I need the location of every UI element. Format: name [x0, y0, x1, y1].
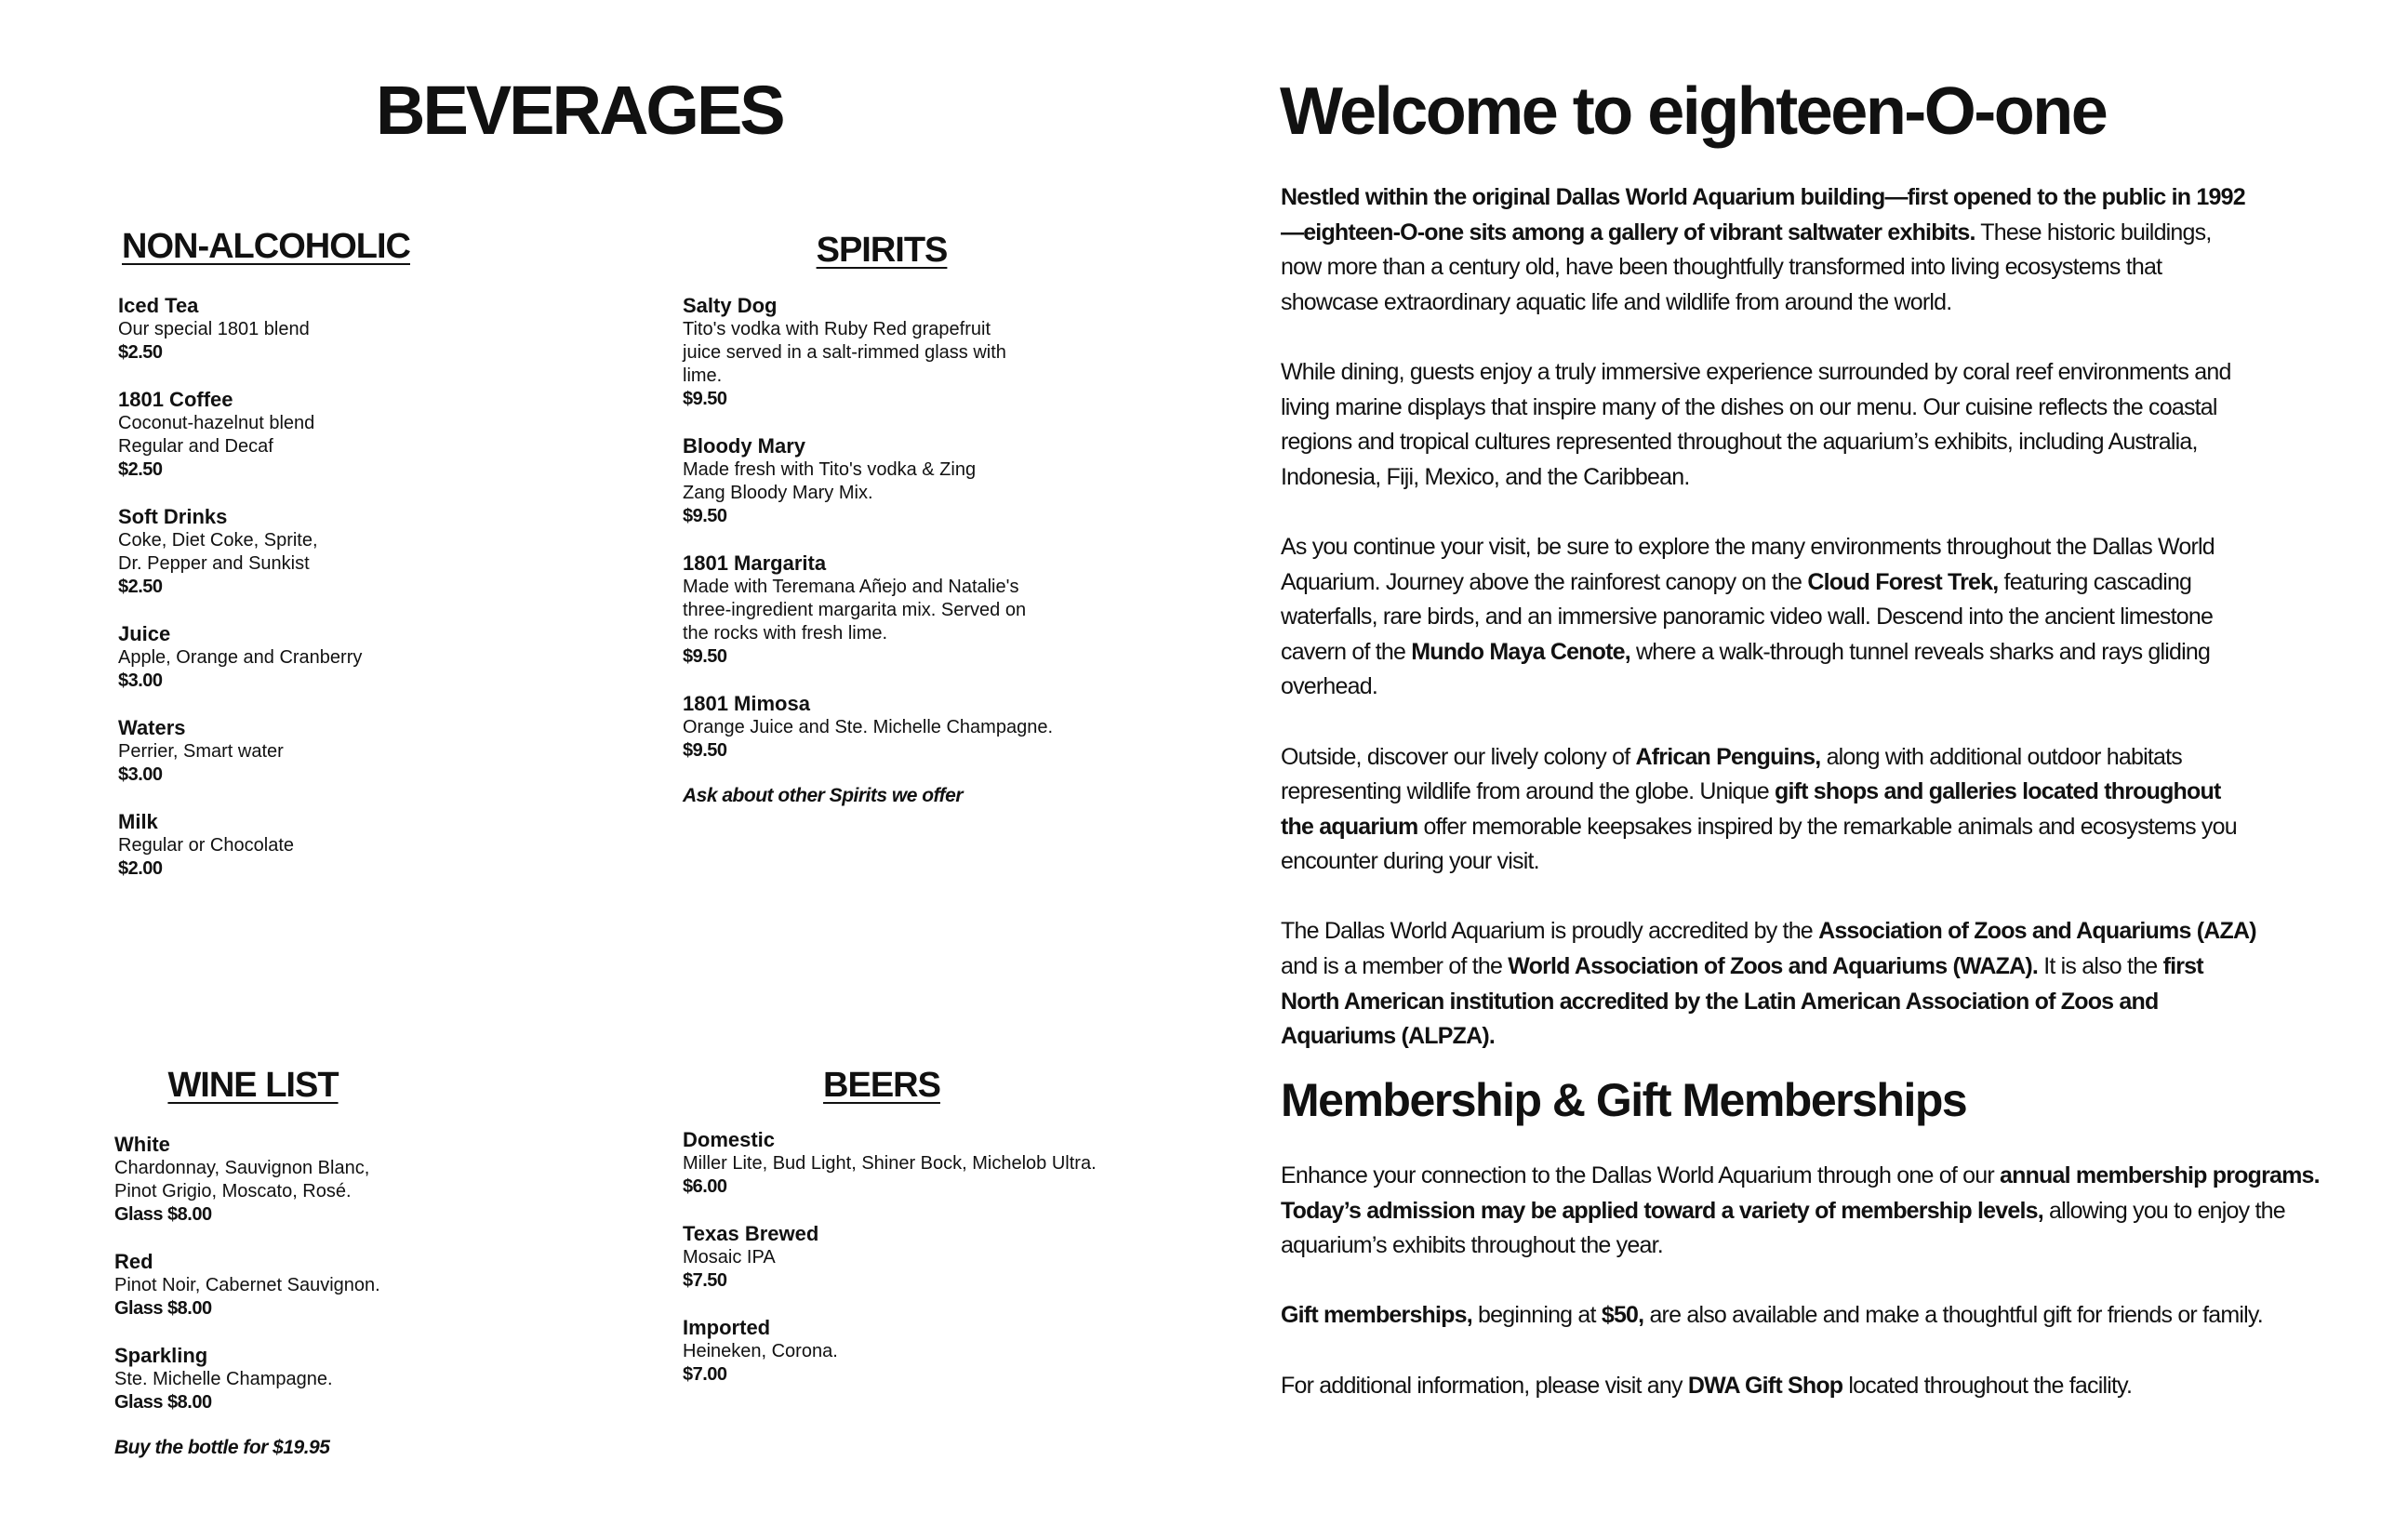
- menu-item-description: Mosaic IPA: [683, 1247, 776, 1268]
- bold-text: first North American institution accredited by the Latin American Association of Zoos and Aquariums (ALPZA).: [1281, 953, 2203, 1050]
- menu-item-price: $3.00: [118, 764, 163, 785]
- menu-item-price: Glass $8.00: [114, 1204, 212, 1225]
- spirits-heading: SPIRITS: [816, 231, 948, 270]
- bold-text: $50,: [1601, 1302, 1644, 1329]
- menu-item-price: $9.50: [683, 646, 727, 667]
- menu-item-name: Juice: [118, 622, 171, 645]
- menu-item-price: $2.50: [118, 342, 163, 363]
- menu-item-description: Our special 1801 blend: [118, 319, 310, 339]
- menu-item-price: $9.50: [683, 740, 727, 761]
- menu-item-description: Ste. Michelle Champagne.: [114, 1369, 333, 1389]
- wine-list: [114, 1133, 598, 1438]
- menu-item-name: Bloody Mary: [683, 434, 806, 458]
- beverages-title: BEVERAGES: [376, 72, 783, 149]
- bold-text: Gift memberships,: [1281, 1302, 1472, 1329]
- menu-item: [114, 1250, 598, 1320]
- menu-item: [114, 1344, 598, 1414]
- menu-item-name: 1801 Coffee: [118, 388, 233, 411]
- menu-item-name: Red: [114, 1250, 153, 1273]
- text-run: allowing you to enjoy the aquarium’s exhibits throughout the year.: [1281, 1197, 2285, 1259]
- menu-item: [683, 1128, 1241, 1198]
- menu-item: [118, 810, 602, 880]
- menu-item: [683, 1316, 1241, 1386]
- menu-item-name: Domestic: [683, 1128, 776, 1151]
- menu-item: [683, 692, 1204, 762]
- spirits-note: Ask about other Spirits we offer: [683, 785, 963, 806]
- menu-item-price: $7.00: [683, 1364, 727, 1385]
- text-run: along with additional outdoor habitats representing wildlife from around the globe. Unique: [1281, 743, 2182, 805]
- spirits-list: [683, 294, 1204, 786]
- text-run: Enhance your connection to the Dallas World Aquarium through one of our: [1281, 1162, 2001, 1188]
- text-run: Outside, discover our lively colony of: [1281, 743, 1636, 770]
- text-run: and is a member of the: [1281, 953, 1509, 980]
- beers-list: [683, 1128, 1241, 1410]
- body-paragraph: [1281, 355, 2257, 495]
- menu-item-description: Dr. Pepper and Sunkist: [118, 553, 310, 574]
- text-run: offer memorable keepsakes inspired by the remarkable animals and ecosystems you encounter during your visit.: [1281, 813, 2237, 875]
- menu-item-price: $6.00: [683, 1176, 727, 1197]
- welcome-title: Welcome to eighteen-O-one: [1280, 74, 2107, 149]
- menu-item-price: $9.50: [683, 389, 727, 409]
- menu-item-name: Sparkling: [114, 1344, 208, 1367]
- body-paragraph: [1281, 180, 2257, 320]
- menu-item: [683, 294, 1204, 410]
- membership-title: Membership & Gift Memberships: [1281, 1074, 1967, 1126]
- non-alcoholic-section: [117, 227, 415, 267]
- text-run: These historic buildings, now more than a century old, have been thoughtfully transformed into living ecosystems that showcase extraordinary aquatic life and wildlife from around the world.: [1281, 219, 2212, 315]
- text-run: The Dallas World Aquarium is proudly accredited by the: [1281, 918, 1819, 945]
- menu-item-price: Glass $8.00: [114, 1298, 212, 1319]
- text-run: For additional information, please visit any: [1281, 1372, 1688, 1399]
- menu-item: [683, 434, 1204, 527]
- welcome-body: [1281, 180, 2257, 1055]
- menu-item-name: Soft Drinks: [118, 505, 228, 528]
- menu-item-name: Milk: [118, 810, 158, 833]
- text-run: As you continue your visit, be sure to explore the many environments throughout the Dallas World Aquarium. Journey above the rainforest canopy on the: [1281, 533, 2215, 595]
- menu-item-description: Pinot Noir, Cabernet Sauvignon.: [114, 1275, 380, 1295]
- menu-item-name: Imported: [683, 1316, 771, 1339]
- text-run: While dining, guests enjoy a truly immersive experience surrounded by coral reef environments and living marine displays that inspire many of the dishes on our menu. Our cuisine reflects the coastal regions and tropical cultures represented throughout the aquarium’s exhibits, including Australia, Indonesia, Fiji, Mexico, and the Caribbean.: [1281, 358, 2231, 490]
- non-alcoholic-heading: NON-ALCOHOLIC: [122, 227, 410, 266]
- menu-item: [118, 716, 602, 786]
- bold-text: Nestled within the original Dallas World Aquarium building—first opened to the public in 1992—eighteen-O-one sits among a gallery of vibrant saltwater exhibits.: [1281, 184, 2245, 246]
- menu-item-description: Coke, Diet Coke, Sprite,: [118, 530, 318, 551]
- bold-text: World Association of Zoos and Aquariums (WAZA).: [1508, 953, 2039, 980]
- membership-body: [1281, 1159, 2332, 1403]
- menu-item-description: Regular or Chocolate: [118, 835, 294, 856]
- menu-item-description: Zang Bloody Mary Mix.: [683, 483, 873, 503]
- menu-item-name: 1801 Mimosa: [683, 692, 810, 715]
- menu-item-description: Made with Teremana Añejo and Natalie's: [683, 577, 1019, 597]
- bold-text: annual membership programs. Today’s admission may be applied toward a variety of membership levels,: [1281, 1162, 2320, 1224]
- menu-item: [683, 551, 1204, 668]
- menu-item-name: Salty Dog: [683, 294, 778, 317]
- menu-item-name: 1801 Margarita: [683, 551, 827, 575]
- bold-text: DWA Gift Shop: [1687, 1372, 1843, 1399]
- body-paragraph: [1281, 914, 2257, 1054]
- bold-text: Association of Zoos and Aquariums (AZA): [1818, 918, 2256, 945]
- non-alcoholic-list: [118, 294, 602, 904]
- menu-item-description: Perrier, Smart water: [118, 741, 284, 762]
- menu-item-description: juice served in a salt-rimmed glass with: [683, 342, 1006, 363]
- menu-item-description: Tito's vodka with Ruby Red grapefruit: [683, 319, 991, 339]
- menu-item-description: Chardonnay, Sauvignon Blanc,: [114, 1158, 370, 1178]
- wine-section: [145, 1066, 361, 1106]
- menu-item-description: Coconut-hazelnut blend: [118, 413, 315, 433]
- menu-item-description: the rocks with fresh lime.: [683, 623, 888, 644]
- menu-item-description: Apple, Orange and Cranberry: [118, 647, 363, 668]
- menu-item-description: three-ingredient margarita mix. Served on: [683, 600, 1027, 620]
- text-run: where a walk-through tunnel reveals sharks and rays gliding overhead.: [1281, 638, 2211, 700]
- menu-item: [118, 294, 602, 364]
- beers-section: [798, 1066, 965, 1106]
- menu-item-price: $2.00: [118, 858, 163, 879]
- text-run: featuring cascading waterfalls, rare birds, and an immersive panoramic video wall. Descend into the ancient limestone cavern of the: [1281, 568, 2214, 665]
- menu-item-name: Waters: [118, 716, 186, 739]
- menu-item: [118, 505, 602, 598]
- text-run: are also available and make a thoughtful gift for friends or family.: [1643, 1302, 2263, 1329]
- menu-item-price: $2.50: [118, 459, 163, 480]
- text-run: located throughout the facility.: [1842, 1372, 2133, 1399]
- wine-heading: WINE LIST: [167, 1066, 339, 1105]
- menu-item-description: Made fresh with Tito's vodka & Zing: [683, 459, 977, 480]
- menu-item-description: lime.: [683, 365, 723, 386]
- beers-heading: BEERS: [823, 1066, 940, 1105]
- menu-item-description: Pinot Grigio, Moscato, Rosé.: [114, 1181, 352, 1201]
- menu-item-description: Orange Juice and Ste. Michelle Champagne.: [683, 717, 1054, 737]
- menu-item-price: $3.00: [118, 670, 163, 691]
- menu-item-price: Glass $8.00: [114, 1392, 212, 1413]
- bold-text: Cloud Forest Trek,: [1807, 568, 1999, 595]
- body-paragraph: [1281, 530, 2257, 705]
- menu-item-name: Texas Brewed: [683, 1222, 819, 1245]
- bold-text: African Penguins,: [1635, 743, 1821, 770]
- text-run: beginning at: [1471, 1302, 1602, 1329]
- menu-item-price: $9.50: [683, 506, 727, 526]
- wine-note: Buy the bottle for $19.95: [114, 1437, 330, 1458]
- body-paragraph: [1281, 1159, 2332, 1264]
- menu-item-price: $7.50: [683, 1270, 727, 1291]
- menu-item-price: $2.50: [118, 577, 163, 597]
- body-paragraph: [1281, 1369, 2332, 1404]
- menu-item-description: Regular and Decaf: [118, 436, 273, 457]
- menu-item-name: White: [114, 1133, 170, 1156]
- bold-text: Mundo Maya Cenote,: [1411, 638, 1630, 665]
- spirits-section: [789, 231, 975, 271]
- menu-item-description: Miller Lite, Bud Light, Shiner Bock, Michelob Ultra.: [683, 1153, 1097, 1174]
- text-run: It is also the: [2038, 953, 2163, 980]
- bold-text: gift shops and galleries located throughout the aquarium: [1281, 778, 2221, 840]
- menu-item: [114, 1133, 598, 1226]
- menu-item-name: Iced Tea: [118, 294, 199, 317]
- menu-item: [118, 622, 602, 692]
- menu-item-description: Heineken, Corona.: [683, 1341, 838, 1361]
- menu-item: [683, 1222, 1241, 1292]
- body-paragraph: [1281, 1298, 2332, 1334]
- menu-item: [118, 388, 602, 481]
- body-paragraph: [1281, 740, 2257, 880]
